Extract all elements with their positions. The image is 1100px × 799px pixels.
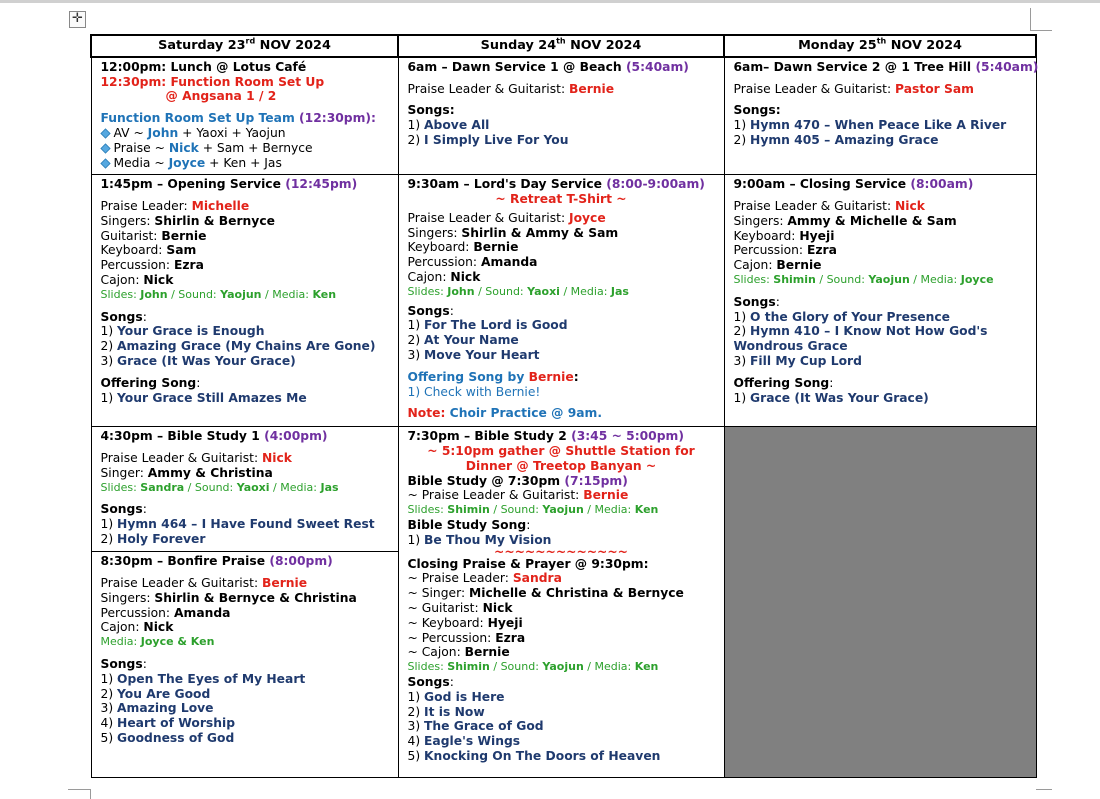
sun3-bs-tech: Slides: Shimin / Sound: Yaojun / Media: Ken <box>407 503 659 517</box>
sat2-singers: Singers: Shirlin & Bernyce <box>100 213 275 228</box>
move-handle-icon[interactable]: ✛ <box>69 11 86 28</box>
sat2-offering-1: 1) Your Grace Still Amazes Me <box>100 390 307 405</box>
sun2-tshirt-note: ~ Retreat T-Shirt ~ <box>495 192 627 207</box>
cell-sun-evening <box>398 427 724 778</box>
sat4-title: 8:30pm – Bonfire Praise (8:00pm) <box>100 554 333 569</box>
crop-mark-bl-v <box>90 789 91 799</box>
sat2-song-3: 3) Grace (It Was Your Grace) <box>100 354 296 369</box>
row-midday <box>91 175 1036 427</box>
sun3-separator: ~~~~~~~~~~~~~ <box>494 547 628 557</box>
diamond-bullet-icon <box>100 128 110 138</box>
sun3-gather-1: ~ 5:10pm gather @ Shuttle Station for <box>427 444 695 459</box>
sun2-tech: Slides: John / Sound: Yaoxi / Media: Jas <box>407 284 629 298</box>
sun3-song-5: 5) Knocking On The Doors of Heaven <box>407 749 661 764</box>
sun3-cp-cajon: ~ Cajon: Bernie <box>407 645 510 660</box>
diamond-bullet-icon <box>100 143 110 153</box>
mon2-title: 9:00am – Closing Service (8:00am) <box>733 177 974 192</box>
sat3-song-2: 2) Holy Forever <box>100 532 206 547</box>
sat4-song-5: 5) Goodness of God <box>100 731 235 746</box>
mon2-offering-1: 1) Grace (It Was Your Grace) <box>733 390 929 405</box>
team-praise: Praise ~ Nick + Sam + Bernyce <box>101 141 398 156</box>
crop-mark-br-h <box>1036 789 1052 790</box>
cell-mon-closing <box>724 175 1036 427</box>
sat4-singers: Singers: Shirlin & Bernyce & Christina <box>100 590 357 605</box>
sun3-cp-tech: Slides: Shimin / Sound: Yaojun / Media: Ken <box>407 660 659 674</box>
sun2-note: Note: Choir Practice @ 9am. <box>407 406 603 421</box>
sun2-leader: Praise Leader & Guitarist: Joyce <box>407 210 606 225</box>
sat2-song-1: 1) Your Grace is Enough <box>100 324 265 339</box>
team-media: Media ~ Joyce + Ken + Jas <box>101 156 398 171</box>
sun1-songs-label: Songs: <box>407 103 455 118</box>
header-row <box>91 35 1036 57</box>
sat2-songs-label: Songs: <box>100 309 147 324</box>
sat4-song-2: 2) You Are Good <box>100 686 211 701</box>
sat4-percussion: Percussion: Amanda <box>100 605 231 620</box>
mon2-song-1: 1) O the Glory of Your Presence <box>733 309 950 324</box>
sun1-leader: Praise Leader & Guitarist: Bernie <box>407 81 615 96</box>
cell-sat-opening <box>91 175 398 427</box>
sun3-song-4: 4) Eagle's Wings <box>407 734 521 749</box>
sat4-song-3: 3) Amazing Love <box>100 701 214 716</box>
sun3-bs-title: Bible Study @ 7:30pm (7:15pm) <box>407 473 628 488</box>
sat2-tech: Slides: John / Sound: Yaojun / Media: Ken <box>100 287 337 301</box>
sat2-guitarist: Guitarist: Bernie <box>100 228 207 243</box>
row-afternoon <box>91 427 1036 552</box>
sat3-tech: Slides: Sandra / Sound: Yaoxi / Media: Jas <box>100 480 339 494</box>
sat4-song-1: 1) Open The Eyes of My Heart <box>100 671 306 686</box>
mon1-leader: Praise Leader & Guitarist: Pastor Sam <box>733 81 974 96</box>
sun3-cp-keyboard: ~ Keyboard: Hyeji <box>407 615 523 630</box>
mon1-songs-label: Songs: <box>733 103 781 118</box>
sat2-keyboard: Keyboard: Sam <box>100 243 197 258</box>
sun2-offering-1: 1) Check with Bernie! <box>407 384 541 399</box>
crop-mark-tr-h <box>1030 30 1052 31</box>
crop-mark-bl-h <box>68 789 90 790</box>
sat3-title: 4:30pm – Bible Study 1 (4:00pm) <box>100 429 328 444</box>
mon2-tech: Slides: Shimin / Sound: Yaojun / Media: Joyce <box>733 273 994 287</box>
sat3-song-1: 1) Hymn 464 – I Have Found Sweet Rest <box>100 517 375 532</box>
mon2-songs-label: Songs: <box>733 294 780 309</box>
sat2-song-2: 2) Amazing Grace (My Chains Are Gone) <box>100 339 376 354</box>
sat2-leader: Praise Leader: Michelle <box>100 199 250 214</box>
mon2-song-3: 3) Fill My Cup Lord <box>733 354 862 369</box>
row-morning <box>91 57 1036 175</box>
mon1-song-1: 1) Hymn 470 – When Peace Like A River <box>733 118 1007 133</box>
mon2-song-2: 2) Hymn 410 – I Know Not How God's <box>733 324 988 339</box>
header-sunday: Sunday 24th NOV 2024 <box>398 35 724 57</box>
team-av: AV ~ John + Yaoxi + Yaojun <box>101 126 398 141</box>
sun2-song-3: 3) Move Your Heart <box>407 348 540 363</box>
sun2-cajon: Cajon: Nick <box>407 270 481 285</box>
sun3-cp-leader: ~ Praise Leader: Sandra <box>407 571 562 586</box>
sun3-title: 7:30pm – Bible Study 2 (3:45 ~ 5:00pm) <box>407 429 684 444</box>
mon2-keyboard: Keyboard: Hyeji <box>733 228 835 243</box>
cell-sat-bonfire <box>91 552 398 778</box>
sat4-leader: Praise Leader & Guitarist: Bernie <box>100 576 308 591</box>
sat2-title: 1:45pm – Opening Service (12:45pm) <box>100 177 358 192</box>
sun3-songs-label: Songs: <box>407 675 454 690</box>
sun1-title: 6am – Dawn Service 1 @ Beach (5:40am) <box>407 59 689 74</box>
sun3-cp-guitarist: ~ Guitarist: Nick <box>407 601 513 616</box>
sun2-songs-label: Songs: <box>407 303 454 318</box>
sun3-bs-leader: ~ Praise Leader & Guitarist: Bernie <box>407 488 629 503</box>
sun3-cp-singer: ~ Singer: Michelle & Christina & Bernyce <box>407 586 684 601</box>
sat4-media: Media: Joyce & Ken <box>100 635 215 649</box>
sun1-song-1: 1) Above All <box>407 118 490 133</box>
sun2-keyboard: Keyboard: Bernie <box>407 240 519 255</box>
sat4-song-4: 4) Heart of Worship <box>100 716 235 731</box>
sun1-song-2: 2) I Simply Live For You <box>407 132 569 147</box>
cell-sun-dawn <box>398 57 724 175</box>
top-edge <box>0 0 1100 3</box>
sun2-song-2: 2) At Your Name <box>407 333 519 348</box>
team-title: Function Room Set Up Team (12:30pm): <box>100 111 376 126</box>
sat4-songs-label: Songs: <box>100 657 147 672</box>
setup-location: @ Angsana 1 / 2 <box>165 89 277 104</box>
lunch-line: 12:00pm: Lunch @ Lotus Café <box>100 59 307 74</box>
sat3-leader: Praise Leader & Guitarist: Nick <box>100 451 292 466</box>
mon1-title: 6am– Dawn Service 2 @ 1 Tree Hill (5:40am) <box>733 59 1039 74</box>
sat3-songs-label: Songs: <box>100 502 147 517</box>
sat2-offering-label: Offering Song: <box>100 375 201 390</box>
schedule-table <box>90 34 1037 778</box>
mon2-leader: Praise Leader & Guitarist: Nick <box>733 199 925 214</box>
mon2-percussion: Percussion: Ezra <box>733 243 837 258</box>
sun2-singers: Singers: Shirlin & Ammy & Sam <box>407 225 619 240</box>
crop-mark-tr-v <box>1030 8 1031 30</box>
sun2-percussion: Percussion: Amanda <box>407 255 538 270</box>
header-monday: Monday 25th NOV 2024 <box>724 35 1036 57</box>
mon2-offering-label: Offering Song: <box>733 375 834 390</box>
sun3-song-1: 1) God is Here <box>407 689 505 704</box>
sun3-gather-2: Dinner @ Treetop Banyan ~ <box>465 458 657 473</box>
cell-sat-lunch <box>91 57 398 175</box>
sun3-cp-title: Closing Praise & Prayer @ 9:30pm: <box>407 556 649 571</box>
mon2-song-2-cont: Wondrous Grace <box>733 339 848 354</box>
cell-mon-dawn <box>724 57 1039 175</box>
cell-mon-empty <box>724 427 1036 778</box>
cell-sun-lordsday <box>398 175 724 427</box>
sun2-title: 9:30am – Lord's Day Service (8:00-9:00am) <box>407 177 705 192</box>
setup-line: 12:30pm: Function Room Set Up <box>100 74 325 89</box>
sun3-cp-percussion: ~ Percussion: Ezra <box>407 630 526 645</box>
cell-sat-biblestudy <box>91 427 398 552</box>
mon1-song-2: 2) Hymn 405 – Amazing Grace <box>733 132 939 147</box>
sat2-cajon: Cajon: Nick <box>100 273 174 288</box>
sat3-singer: Singer: Ammy & Christina <box>100 465 273 480</box>
sun2-song-1: 1) For The Lord is Good <box>407 318 568 333</box>
diamond-bullet-icon <box>100 158 110 168</box>
sun2-offering-label: Offering Song by Bernie: <box>407 369 579 384</box>
sat4-cajon: Cajon: Nick <box>100 620 174 635</box>
header-saturday: Saturday 23rd NOV 2024 <box>91 35 398 57</box>
sun3-bs-song-1: 1) Be Thou My Vision <box>407 532 552 547</box>
mon2-singers: Singers: Ammy & Michelle & Sam <box>733 213 957 228</box>
sat2-percussion: Percussion: Ezra <box>100 258 204 273</box>
sun3-song-3: 3) The Grace of God <box>407 719 544 734</box>
mon2-cajon: Cajon: Bernie <box>733 258 822 273</box>
sun3-song-2: 2) It is Now <box>407 704 485 719</box>
sun3-bs-song-label: Bible Study Song: <box>407 518 531 533</box>
